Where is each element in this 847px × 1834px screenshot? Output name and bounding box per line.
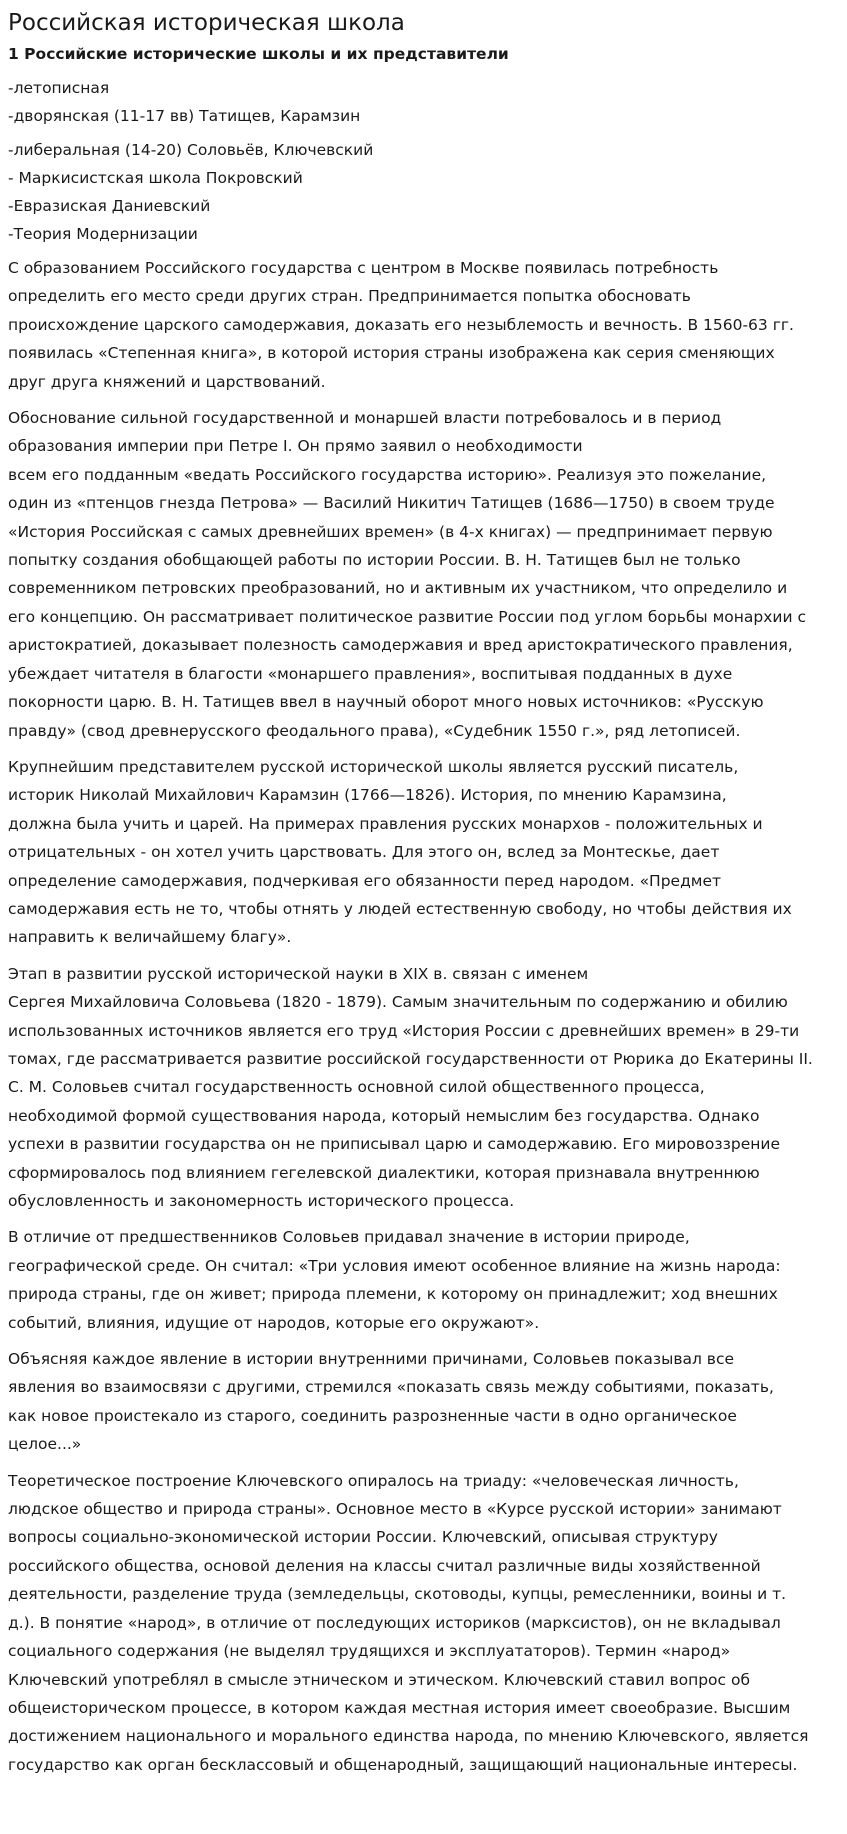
paragraph-line: общеисторическом процессе, в котором каждая местная история имеет своеобразие. Высшим (8, 1698, 791, 1717)
section-heading: 1 Российские исторические школы и их представители (8, 45, 509, 63)
paragraph-line: Теоретическое построение Ключевского опиралось на триаду: «человеческая личность, (8, 1471, 739, 1490)
paragraph-line: людское общество и природа страны». Основное место в «Курсе русской истории» занимают (8, 1500, 782, 1519)
paragraph-line: государство как орган бесклассовый и общенародный, защищающий национальные интересы. (8, 1755, 798, 1774)
body-text (8, 254, 847, 1779)
paragraph-line: определение самодержавия, подчеркивая его обязанности перед народом. «Предмет (8, 871, 722, 890)
paragraph-line: Крупнейшим представителем русской исторической школы является русский писатель, (8, 757, 739, 776)
paragraph-line: образования империи при Петре I. Он прямо заявил о необходимости (8, 437, 583, 456)
schools-list-group-2 (8, 136, 847, 248)
paragraph-solovyov-causes (8, 1345, 847, 1459)
paragraph-line: всем его подданным «ведать Российского государства историю». Реализуя это пожелание, (8, 465, 767, 484)
paragraph-line: целое...» (8, 1435, 82, 1454)
paragraph-line: отрицательных - он хотел учить царствовать. Для этого он, вслед за Монтескье, дает (8, 843, 720, 862)
paragraph-line: направить к величайшему благу». (8, 928, 292, 947)
paragraph-line: современником петровских преобразований, но и активным их участником, что определило и (8, 579, 788, 598)
paragraph-line: обусловленность и закономерность исторического процесса. (8, 1192, 515, 1210)
page-title: Российская историческая школа (8, 10, 405, 36)
list-item: -Евразиская Даниевский (8, 197, 211, 215)
paragraph-line: должна была учить и царей. На примерах правления русских монархов - положительных и (8, 814, 763, 833)
paragraph-line: аристократией, доказывает полезность самодержавия и вред аристократического правления, (8, 636, 793, 655)
paragraph-line: как новое проистекало из старого, соединить разрозненные части в одно органическое (8, 1406, 737, 1425)
paragraph-line: деятельности, разделение труда (земледельцы, скотоводы, купцы, ремесленники, воины и т. (8, 1585, 787, 1604)
paragraph-line: Объясняя каждое явление в истории внутренними причинами, Соловьев показывал все (8, 1350, 735, 1369)
paragraph-line: использованных источников является его труд «История России с древнейших времен» в 29-ти (8, 1021, 800, 1040)
paragraph-line: убеждает читателя в благости «монаршего правления», воспитывая подданных в духе (8, 664, 733, 683)
paragraph-line: сформировалось под влиянием гегелевской диалектики, которая признавала внутреннюю (8, 1163, 760, 1182)
paragraph-line: правду» (свод древнерусского феодального права), «Судебник 1550 г.», ряд летописей. (8, 721, 741, 740)
paragraph-tatishchev (8, 404, 847, 745)
list-item: -дворянская (11-17 вв) Татищев, Карамзин (8, 107, 361, 125)
paragraph-klyuchevsky (8, 1467, 847, 1779)
paragraph-line: происхождение царского самодержавия, доказать его незыблемость и вечность. В 1560-63 гг. (8, 315, 794, 334)
paragraph-line: один из «птенцов гнезда Петрова» — Василий Никитич Татищев (1686—1750) в своем труде (8, 494, 775, 513)
paragraph-solovyov (8, 960, 847, 1216)
paragraph-line: необходимой формой существования народа, который немыслим без государства. Однако (8, 1106, 760, 1125)
paragraph-line: самодержавия есть не то, чтобы отнять у людей естественную свободу, но чтобы действия их (8, 899, 792, 918)
paragraph-line: С. М. Соловьев считал государственность основной силой общественного процесса, (8, 1078, 705, 1097)
paragraph-line: событий, влияния, идущие от народов, которые его окружают». (8, 1313, 540, 1332)
paragraph-line: томах, где рассматривается развитие российской государственности от Рюрика до Екатерины II. (8, 1049, 813, 1068)
list-item: -летописная (8, 79, 110, 97)
paragraph-line: природа страны, где он живет; природа племени, к которому он принадлежит; ход внешних (8, 1285, 778, 1304)
paragraph-line: Этап в развитии русской исторической науки в XIX в. связан с именем (8, 964, 589, 983)
list-item: -либеральная (14-20) Соловьёв, Ключевский (8, 141, 374, 159)
paragraph-line: определить его место среди других стран. Предпринимается попытка обосновать (8, 287, 691, 306)
paragraph-line: Сергея Михайловича Соловьева (1820 - 1879). Самым значительным по содержанию и обилию (8, 993, 788, 1012)
paragraph-line: успехи в развитии государства он не приписывал царю и самодержавию. Его мировоззрение (8, 1135, 780, 1154)
paragraph-line: достижением национального и морального единства народа, по мнению Ключевского, является (8, 1727, 809, 1746)
paragraph-line: д.). В понятие «народ», в отличие от последующих историков (марксистов), он не вкладывал (8, 1613, 781, 1632)
paragraph-line: его концепцию. Он рассматривает политическое развитие России под углом борьбы монархии с (8, 607, 806, 626)
paragraph-line: Ключевский употреблял в смысле этническом и этическом. Ключевский ставил вопрос об (8, 1670, 751, 1689)
paragraph-line: Обоснование сильной государственной и монаршей власти потребовалось и в период (8, 409, 722, 428)
paragraph-line: географической среде. Он считал: «Три условия имеют особенное влияние на жизнь народа: (8, 1256, 781, 1275)
paragraph-line: С образованием Российского государства с центром в Москве появилась потребность (8, 259, 719, 277)
paragraph-line: покорности царю. В. Н. Татищев ввел в научный оборот много новых источников: «Русскую (8, 693, 764, 712)
paragraph-line: В отличие от предшественников Соловьев придавал значение в истории природе, (8, 1228, 690, 1247)
paragraph-karamzin (8, 753, 847, 952)
paragraph-line: вопросы социально-экономической истории России. Ключевский, описывая структуру (8, 1528, 718, 1547)
paragraph-line: историк Николай Михайлович Карамзин (1766—1826). История, по мнению Карамзина, (8, 786, 727, 805)
paragraph-line: российского общества, основой деления на классы считал различные виды хозяйственной (8, 1556, 761, 1575)
paragraph-line: попытку создания обобщающей работы по истории России. В. Н. Татищев был не только (8, 551, 741, 570)
paragraph-moscow-state (8, 254, 847, 396)
paragraph-line: явления во взаимосвязи с другими, стремился «показать связь между событиями, показать, (8, 1378, 774, 1397)
schools-list-group-1 (8, 74, 847, 130)
paragraph-line: появилась «Степенная книга», в которой история страны изображена как серия сменяющих (8, 344, 775, 363)
list-item: - Маркисистская школа Покровский (8, 169, 303, 187)
paragraph-solovyov-nature (8, 1223, 847, 1337)
paragraph-line: «История Российская с самых древнейших времен» (в 4-х книгах) — предпринимает первую (8, 522, 773, 541)
paragraph-line: социального содержания (не выделял трудящихся и эксплуататоров). Термин «народ» (8, 1642, 731, 1661)
list-item: -Теория Модернизации (8, 225, 198, 243)
paragraph-line: друг друга княжений и царствований. (8, 372, 326, 391)
